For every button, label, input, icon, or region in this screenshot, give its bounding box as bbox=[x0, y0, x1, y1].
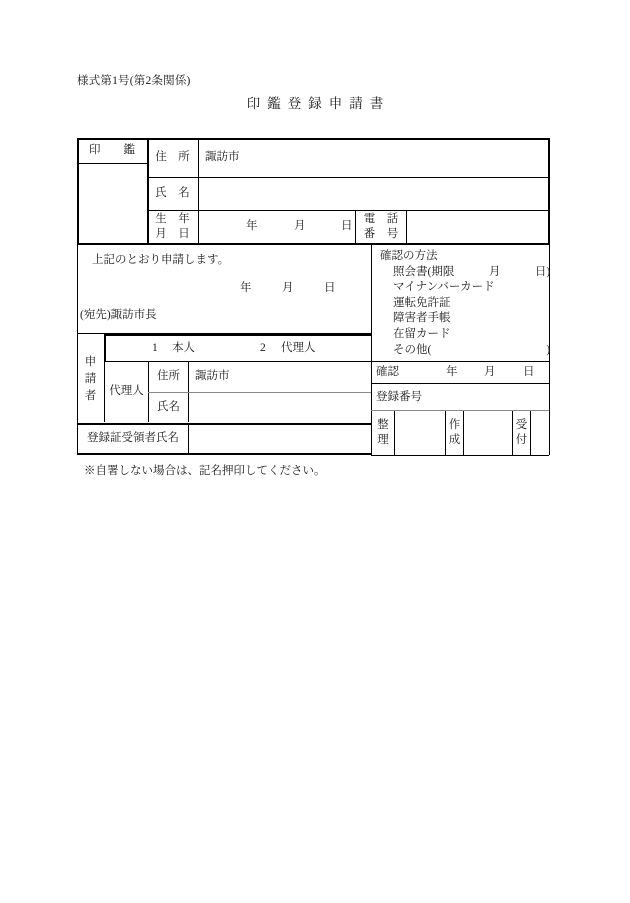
birth-date-value[interactable] bbox=[198, 210, 355, 243]
applicant-option-1-self[interactable]: 本人 bbox=[172, 342, 195, 355]
proxy-address-label: 住所 bbox=[157, 370, 180, 383]
page-title: 印鑑登録申請書 bbox=[246, 96, 391, 111]
admin-box-label-sakusei bbox=[446, 411, 463, 455]
applicant-option-2-number: 2 bbox=[260, 342, 266, 355]
name-label: 氏 名 bbox=[155, 187, 190, 200]
confirmation-method-list bbox=[380, 249, 550, 358]
admin-box-label-uketsuke-line1: 受 bbox=[515, 419, 528, 432]
admin-box-label-sakusei-line2: 成 bbox=[448, 434, 461, 446]
confirmation-option-other[interactable]: その他( ) bbox=[393, 343, 551, 356]
birth-month-marker: 月 bbox=[294, 220, 306, 233]
admin-box-label-seiri bbox=[372, 411, 394, 455]
applicant-label-char-3: 者 bbox=[84, 389, 97, 402]
applicant-label-char-2: 請 bbox=[84, 373, 97, 386]
admin-confirm-month: 月 bbox=[484, 366, 496, 379]
birth-date-label-line2: 月 日 bbox=[155, 227, 190, 240]
address-value[interactable]: 諏訪市 bbox=[205, 151, 240, 164]
birth-day-marker: 日 bbox=[341, 220, 353, 233]
addressee: (宛先)諏訪市長 bbox=[80, 309, 157, 321]
phone-label-line2: 番 号 bbox=[363, 227, 399, 240]
seal-label: 印 鑑 bbox=[89, 144, 135, 157]
applicant-option-1-number: 1 bbox=[152, 342, 158, 355]
admin-block-bottom-border bbox=[371, 455, 549, 456]
seal-stamp-area[interactable] bbox=[77, 163, 147, 243]
footer-note: ※自署しない場合は、記名押印してください。 bbox=[84, 465, 326, 477]
admin-confirm-row[interactable] bbox=[374, 362, 549, 383]
admin-registration-number-row[interactable] bbox=[376, 384, 549, 410]
admin-box-label-uketsuke bbox=[513, 411, 530, 455]
declaration-statement: 上記のとおり申請します。 bbox=[92, 254, 230, 266]
applicant-option-2-proxy[interactable]: 代理人 bbox=[281, 342, 316, 355]
receiver-row-bottom-border bbox=[77, 453, 371, 455]
declaration-month-marker: 月 bbox=[282, 281, 294, 294]
admin-registration-number-label: 登録番号 bbox=[376, 390, 422, 403]
declaration-day-marker: 日 bbox=[324, 281, 336, 294]
proxy-name-label: 氏名 bbox=[157, 400, 180, 413]
confirmation-option-residence-card[interactable]: 在留カード bbox=[393, 327, 451, 340]
phone-label-line1: 電 話 bbox=[363, 212, 399, 225]
admin-box-value-uketsuke[interactable] bbox=[531, 411, 549, 455]
admin-box-label-uketsuke-line2: 付 bbox=[515, 434, 528, 446]
receiver-label: 登録証受領者氏名 bbox=[87, 432, 179, 445]
admin-confirm-label: 確認 bbox=[376, 366, 399, 379]
declaration-year-marker: 年 bbox=[240, 281, 252, 294]
applicant-label-char-1: 申 bbox=[84, 356, 97, 369]
proxy-address-value[interactable]: 諏訪市 bbox=[195, 370, 230, 383]
applicant-label bbox=[77, 337, 104, 422]
admin-confirm-day: 日 bbox=[523, 366, 535, 379]
phone-label bbox=[356, 210, 406, 243]
name-value[interactable] bbox=[198, 177, 548, 210]
confirmation-option-drivers-license[interactable]: 運転免許証 bbox=[393, 296, 451, 309]
proxy-name-value[interactable] bbox=[189, 392, 371, 422]
address-label: 住 所 bbox=[155, 151, 190, 164]
confirmation-option-mynumber-card[interactable]: マイナンバーカード bbox=[393, 281, 495, 294]
confirmation-option-disability-certificate[interactable]: 障害者手帳 bbox=[393, 312, 451, 325]
confirmation-heading: 確認の方法 bbox=[380, 250, 438, 262]
birth-year-marker: 年 bbox=[246, 220, 258, 233]
admin-confirm-year: 年 bbox=[446, 366, 458, 379]
admin-box-label-sakusei-line1: 作 bbox=[448, 419, 461, 432]
birth-date-label-line1: 生 年 bbox=[155, 212, 190, 225]
proxy-label: 代理人 bbox=[109, 385, 144, 398]
receiver-value[interactable] bbox=[189, 424, 371, 453]
phone-value[interactable] bbox=[407, 210, 548, 243]
admin-box-value-sakusei[interactable] bbox=[464, 411, 512, 455]
table-border-right-top bbox=[548, 138, 550, 245]
admin-box-label-seiri-line1: 整 bbox=[377, 419, 389, 432]
applicant-type-options bbox=[104, 336, 371, 361]
declaration-date[interactable] bbox=[240, 280, 370, 296]
form-code: 様式第1号(第2条関係) bbox=[77, 75, 191, 87]
birth-date-label bbox=[147, 210, 198, 243]
admin-box-label-seiri-line2: 理 bbox=[377, 434, 389, 446]
confirmation-option-inquiry[interactable]: 照会書(期限 月 日) bbox=[393, 265, 551, 278]
admin-box-value-seiri[interactable] bbox=[395, 411, 445, 455]
